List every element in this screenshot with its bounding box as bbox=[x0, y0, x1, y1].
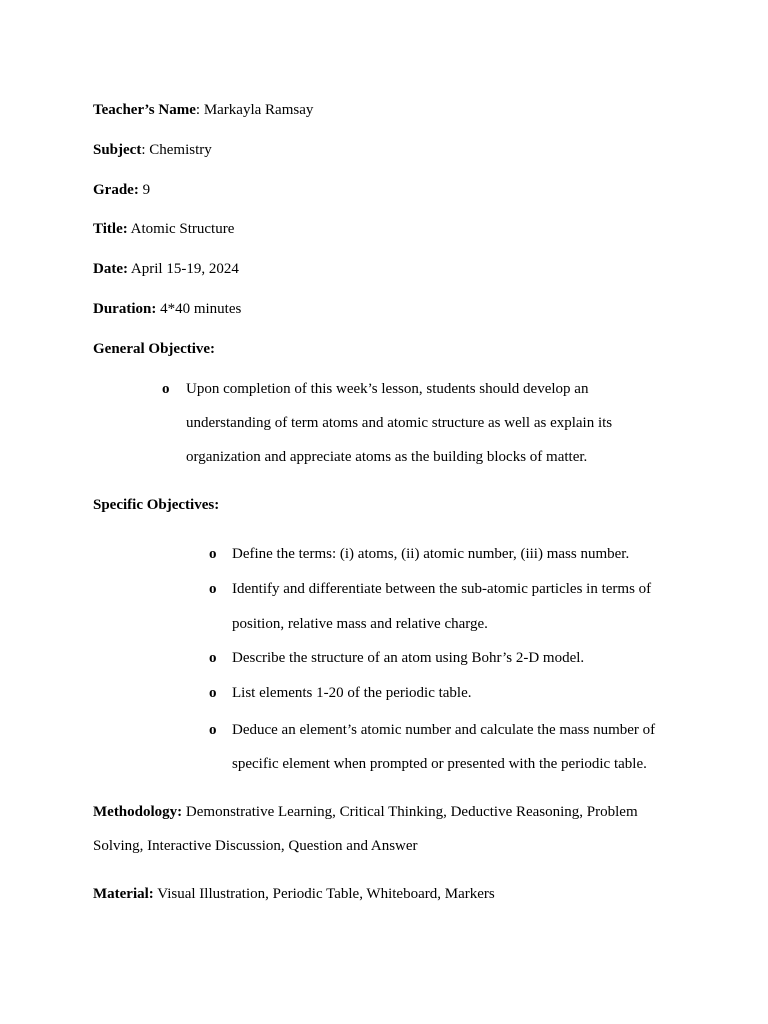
duration-field bbox=[93, 299, 241, 319]
teacher-name-separator: : bbox=[195, 102, 201, 118]
date-label: Date: bbox=[93, 261, 128, 277]
specific-objective-bullet-icon: o bbox=[209, 581, 217, 597]
specific-objective-4-line-1: List elements 1-20 of the periodic table. bbox=[232, 685, 472, 701]
specific-objective-5-line-1: Deduce an element’s atomic number and calculate the mass number of bbox=[232, 722, 656, 738]
general-objective-line-1: Upon completion of this week’s lesson, students should develop an bbox=[186, 381, 589, 397]
subject-separator: : bbox=[141, 142, 146, 158]
duration-label: Duration: bbox=[93, 301, 157, 317]
specific-objective-2-line-2: position, relative mass and relative charge. bbox=[232, 616, 488, 632]
grade-value: 9 bbox=[142, 182, 151, 198]
general-objective-line-2: understanding of term atoms and atomic structure as well as explain its bbox=[186, 415, 613, 431]
material-field bbox=[93, 884, 495, 904]
specific-objective-bullet-icon: o bbox=[209, 722, 217, 738]
title-label: Title: bbox=[93, 221, 128, 237]
methodology-label: Methodology: bbox=[93, 804, 183, 820]
methodology-field bbox=[93, 802, 638, 822]
specific-objective-1-line-1: Define the terms: (i) atoms, (ii) atomic number, (iii) mass number. bbox=[232, 546, 630, 562]
material-label: Material: bbox=[93, 886, 154, 902]
general-objective-line-3: organization and appreciate atoms as the building blocks of matter. bbox=[186, 449, 588, 465]
teacher-name-value: Markayla Ramsay bbox=[203, 102, 314, 118]
specific-objective-3-line-1: Describe the structure of an atom using Bohr’s 2-D model. bbox=[232, 650, 585, 666]
subject-field bbox=[93, 140, 212, 160]
general-objective-label: General Objective: bbox=[93, 341, 216, 357]
specific-objective-bullet-icon: o bbox=[209, 685, 217, 701]
grade-label: Grade: bbox=[93, 182, 139, 198]
date-field bbox=[93, 259, 239, 279]
specific-objective-5-line-2: specific element when prompted or presented with the periodic table. bbox=[232, 756, 647, 772]
specific-objectives-label: Specific Objectives: bbox=[93, 497, 220, 513]
teacher-name-field bbox=[93, 100, 313, 120]
subject-value: Chemistry bbox=[149, 142, 212, 158]
date-value: April 15-19, 2024 bbox=[130, 261, 239, 277]
teacher-name-label: Teacher’s Name bbox=[93, 102, 196, 118]
title-field bbox=[93, 219, 234, 239]
subject-label: Subject bbox=[93, 142, 142, 158]
general-objective-bullet-icon: o bbox=[162, 381, 170, 397]
material-value: Visual Illustration, Periodic Table, Whiteboard, Markers bbox=[157, 886, 495, 902]
specific-objective-2-line-1: Identify and differentiate between the sub-atomic particles in terms of bbox=[232, 581, 652, 597]
title-value: Atomic Structure bbox=[130, 221, 235, 237]
methodology-continuation bbox=[93, 836, 418, 856]
grade-field bbox=[93, 180, 150, 200]
methodology-value-line-1: Demonstrative Learning, Critical Thinking, Deductive Reasoning, Problem bbox=[185, 804, 638, 820]
specific-objectives-heading bbox=[93, 495, 219, 515]
methodology-value-line-2: Solving, Interactive Discussion, Question and Answer bbox=[93, 838, 418, 854]
duration-value: 4*40 minutes bbox=[160, 301, 242, 317]
general-objective-heading bbox=[93, 339, 215, 359]
specific-objective-bullet-icon: o bbox=[209, 546, 217, 562]
specific-objective-bullet-icon: o bbox=[209, 650, 217, 666]
